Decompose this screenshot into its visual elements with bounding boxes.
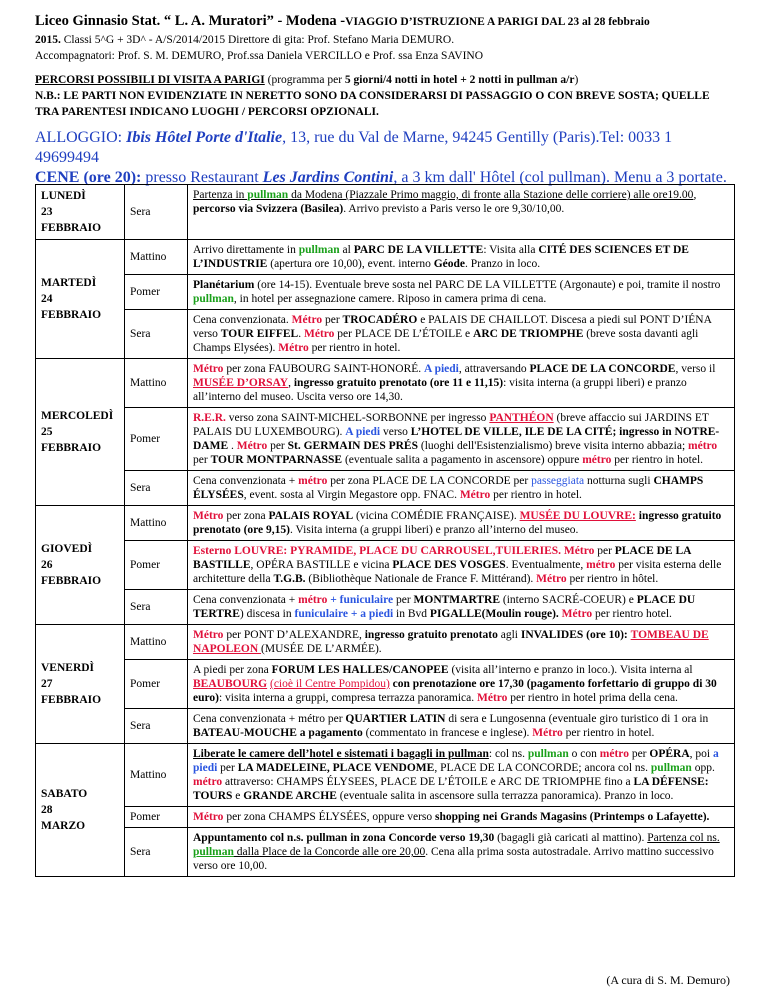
activity-cell: Appuntamento col n.s. pullman in zona Concorde verso 19,30 (bagagli già caricati al mattino). Partenza col ns. pullman dalla Place de la Concorde alle ore 20,00. Cena alla prima sosta autostradale. Arrivo mattino successivo verso ore 10,00. [188, 828, 735, 877]
activity-cell: Cena convenzionata + métro per zona PLACE DE LA CONCORDE per passeggiata notturna sugli CHAMPS ÉLYSÉES, event. sosta al Virgin Megastore opp. FNAC. Métro per rientro in hotel. [188, 471, 735, 506]
restaurant-name: Les Jardins Contini [262, 169, 394, 186]
slot-cell: Mattino [125, 240, 188, 275]
slot-cell: Mattino [125, 359, 188, 408]
trip-title: VIAGGIO D’ISTRUZIONE A PARIGI DAL 23 al 28 febbraio [345, 16, 650, 28]
activity-cell: Planétarium (ore 14-15). Eventuale breve sosta nel PARC DE LA VILLETTE (Argonaute) e poi, tramite il nostro pullman, in hotel per assegnazione camere. Riposo in camera prima di cena. [188, 275, 735, 310]
day-cell: LUNEDÌ 23 FEBBRAIO [36, 185, 125, 240]
table-row [36, 310, 735, 359]
slot-cell: Sera [125, 310, 188, 359]
dinner-pre: presso Restaurant [141, 169, 263, 186]
activity-cell: Cena convenzionata. Métro per TROCADÉRO e PALAIS DE CHAILLOT. Discesa a piedi sul PONT D’IÉNA verso TOUR EIFFEL. Métro per PLACE DE L’ÉTOILE e ARC DE TRIOMPHE (breve sosta davanti agli Champs Elysées). Métro per rientro in hotel. [188, 310, 735, 359]
hotel-address: , 13, rue du Val de Marne, 94245 Gentilly (Paris).Tel: 0033 1 49699494 [35, 129, 673, 166]
slot-cell: Pomer [125, 408, 188, 471]
table-row [36, 471, 735, 506]
activity-cell: Liberate le camere dell’hotel e sistemati i bagagli in pullman: col ns. pullman o con métro per OPÉRA, poi a piedi per LA MADELEINE, PLACE VENDOME, PLACE DE LA CONCORDE; ancora col ns. pullman opp. métro attraverso: CHAMPS ÉLYSEES, PLACE DE L’ÉTOILE e ARC DE TRIOMPHE fino a LA DÉFENSE: TOURS e GRANDE ARCHE (eventuale salita in ascensore sulla terrazza panoramica). Pranzo in loco. [188, 744, 735, 807]
dinner-post: , a 3 km dall' Hôtel (col pullman). Menu a 3 portate. [393, 169, 727, 186]
slot-cell: Sera [125, 709, 188, 744]
day-cell: GIOVEDÌ 26 FEBBRAIO [36, 506, 125, 625]
slot-cell: Pomer [125, 275, 188, 310]
routes-line [35, 72, 735, 88]
table-row [36, 359, 735, 408]
table-row [36, 185, 735, 240]
table-row [36, 660, 735, 709]
routes-title: PERCORSI POSSIBILI DI VISITA A PARIGI [35, 74, 265, 86]
table-row [36, 240, 735, 275]
table-row [36, 590, 735, 625]
table-row [36, 828, 735, 877]
activity-cell: Cena convenzionata + métro + funiculaire per MONTMARTRE (interno SACRÉ-COEUR) e PLACE DU TERTRE) discesa in funiculaire + a piedi in Bvd PIGALLE(Moulin rouge). Métro per rientro hotel. [188, 590, 735, 625]
slot-cell: Sera [125, 185, 188, 240]
title-line [35, 12, 735, 32]
hotel-name: Ibis Hôtel Porte d'Italie [126, 129, 283, 146]
routes-text-a: (programma per [264, 74, 345, 86]
activity-cell: Métro per zona FAUBOURG SAINT-HONORÉ. A piedi, attraversando PLACE DE LA CONCORDE, verso il MUSÉE D’ORSAY, ingresso gratuito prenotato (ore 11 e 11,15): visita interna (a gruppi liberi) e pranzo all’interno del museo. Uscita verso ore 14,30. [188, 359, 735, 408]
slot-cell: Mattino [125, 625, 188, 660]
day-cell: VENERDÌ 27 FEBBRAIO [36, 625, 125, 744]
routes-text-c: ) [574, 74, 579, 86]
table-row [36, 275, 735, 310]
table-row [36, 625, 735, 660]
schedule-table [35, 184, 735, 877]
slot-cell: Mattino [125, 744, 188, 807]
activity-cell: Métro per zona CHAMPS ÉLYSÉES, oppure verso shopping nei Grands Magasins (Printemps o Lafayette). [188, 807, 735, 828]
day-cell: SABATO 28 MARZO [36, 744, 125, 877]
table-row [36, 408, 735, 471]
activity-cell: A piedi per zona FORUM LES HALLES/CANOPEE (visita all’interno e pranzo in loco.). Visita interna al BEAUBOURG (cioè il Centre Pompidou) con prenotazione ore 17,30 (pagamento forfettario di gruppo di 30 euro): visita interna a gruppi, compresa terrazza panoramica. Métro per rientro in hotel prima della cena. [188, 660, 735, 709]
classes-text: Classi 5^G + 3D^ - A/S/2014/2015 Direttore di gita: Prof. Stefano Maria DEMURO. [60, 34, 455, 46]
nb-note: N.B.: LE PARTI NON EVIDENZIATE IN NERETTO SONO DA CONSIDERARSI DI PASSAGGIO O CON BREVE SOSTA; QUELLE TRA PARENTESI INDICANO LUOGHI / PERCORSI OPZIONALI. [35, 90, 710, 118]
dinner-label: CENE (ore 20): [35, 169, 142, 186]
slot-cell: Pomer [125, 660, 188, 709]
activity-cell: R.E.R. verso zona SAINT-MICHEL-SORBONNE per ingresso PANTHÉON (breve affaccio sui JARDINS ET PALAIS DU LUXEMBOURG). A piedi verso L’HOTEL DE VILLE, ILE DE LA CITÉ; ingresso in NOTRE-DAME . Métro per St. GERMAIN DES PRÉS (luoghi dell'Esistenzialismo) breve visita interno abbazia; métro per TOUR MONTPARNASSE (eventuale salita a pagamento in ascensore) oppure métro per rientro in hotel. [188, 408, 735, 471]
lodging-label: ALLOGGIO: [35, 129, 123, 146]
routes-text-b: 5 giorni/4 notti in hotel + 2 notti in pullman a/r [344, 74, 575, 86]
activity-cell: Métro per PONT D’ALEXANDRE, ingresso gratuito prenotato agli INVALIDES (ore 10): TOMBEAU DE NAPOLEON (MUSÉE DE L’ARMÉE). [188, 625, 735, 660]
activity-cell: Arrivo direttamente in pullman al PARC DE LA VILLETTE: Visita alla CITÉ DES SCIENCES ET DE L’INDUSTRIE (apertura ore 10,00), event. interno Géode. Pranzo in loco. [188, 240, 735, 275]
slot-cell: Pomer [125, 807, 188, 828]
slot-cell: Sera [125, 590, 188, 625]
table-row [36, 541, 735, 590]
table-row [36, 807, 735, 828]
slot-cell: Sera [125, 471, 188, 506]
lodging-info [35, 128, 735, 188]
year-text: 2015. [35, 34, 61, 46]
activity-cell: Partenza in pullman da Modena (Piazzale Primo maggio, di fronte alla Stazione delle corriere) alle ore19.00, percorso via Svizzera (Basilea). Arrivo previsto a Paris verso le ore 9,30/10,00. [188, 185, 735, 240]
document-header [35, 12, 735, 188]
classes-line [35, 32, 735, 48]
table-row [36, 744, 735, 807]
day-cell: MERCOLEDÌ 25 FEBBRAIO [36, 359, 125, 506]
activity-cell: Esterno LOUVRE: PYRAMIDE, PLACE DU CARROUSEL,TUILERIES. Métro per PLACE DE LA BASTILLE, OPÉRA BASTILLE e vicina PLACE DES VOSGES. Eventualmente, métro per visita esterna delle architetture della T.G.B. (Bibliothèque Nationale de France F. Mittérand). Métro per rientro in hôtel. [188, 541, 735, 590]
activity-cell: Cena convenzionata + métro per QUARTIER LATIN di sera e Lungosenna (eventuale giro turistico di 1 ora in BATEAU-MOUCHE a pagamento (commentato in francese e inglese). Métro per rientro in hotel. [188, 709, 735, 744]
activity-cell: Métro per zona PALAIS ROYAL (vicina COMÉDIE FRANÇAISE). MUSÉE DU LOUVRE: ingresso gratuito prenotato (ore 9,15). Visita interna (a gruppi liberi) e pranzo all’interno del museo. [188, 506, 735, 541]
chaperones-line: Accompagnatori: Prof. S. M. DEMURO, Prof.ssa Daniela VERCILLO e Prof. ssa Enza SAVINO [35, 50, 484, 62]
day-cell: MARTEDÌ 24 FEBBRAIO [36, 240, 125, 359]
slot-cell: Mattino [125, 506, 188, 541]
table-row [36, 709, 735, 744]
author-note: (A cura di S. M. Demuro) [606, 973, 730, 987]
slot-cell: Pomer [125, 541, 188, 590]
slot-cell: Sera [125, 828, 188, 877]
school-name: Liceo Ginnasio Stat. “ L. A. Muratori” - Modena - [35, 13, 346, 29]
table-row [36, 506, 735, 541]
